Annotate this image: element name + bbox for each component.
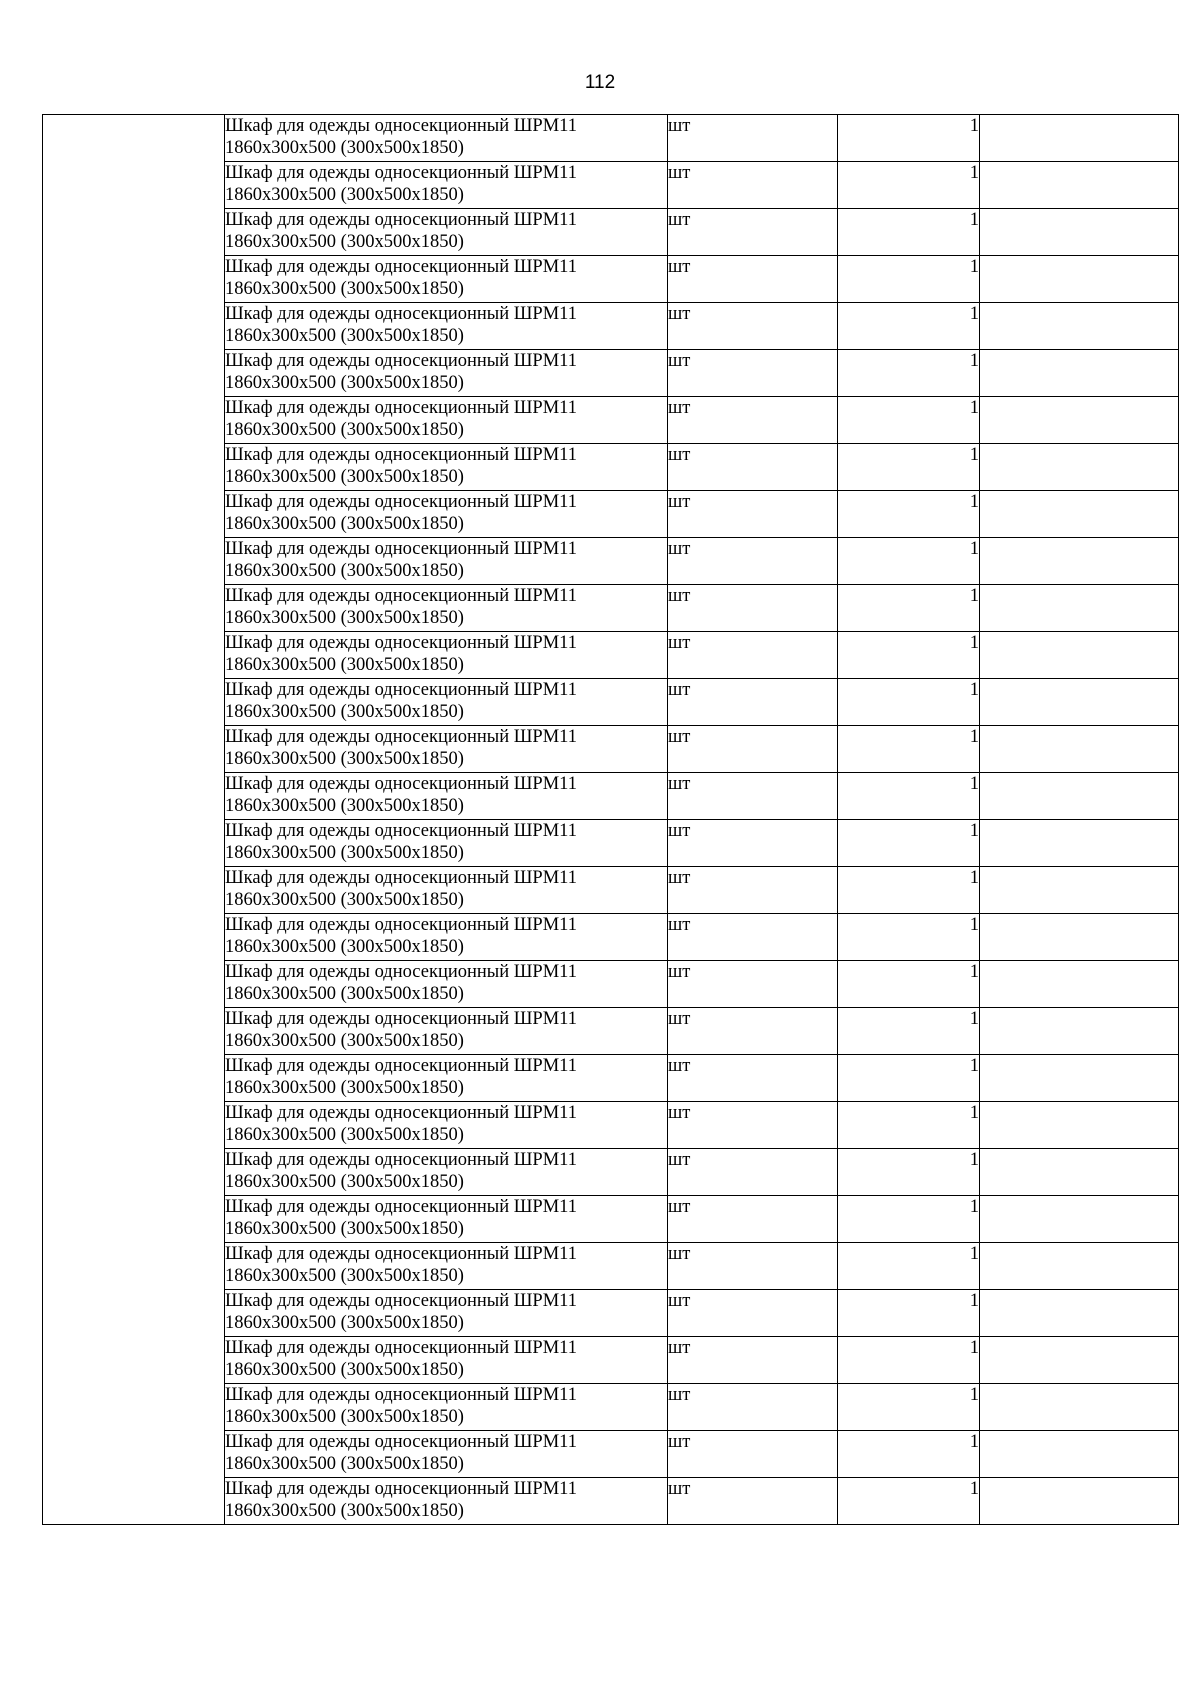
item-name-cell	[225, 1337, 668, 1384]
item-name-line1: Шкаф для одежды односекционный ШРМ11	[225, 1432, 577, 1452]
item-name-cell	[225, 1478, 668, 1525]
item-qty-cell: 1	[838, 491, 980, 538]
item-name-line1: Шкаф для одежды односекционный ШРМ11	[225, 1244, 577, 1264]
empty-cell	[980, 679, 1179, 726]
item-name-cell	[225, 115, 668, 162]
item-name-line1: Шкаф для одежды односекционный ШРМ11	[225, 257, 577, 277]
item-name-cell	[225, 820, 668, 867]
item-name-line1: Шкаф для одежды односекционный ШРМ11	[225, 539, 577, 559]
item-qty-cell: 1	[838, 914, 980, 961]
item-name-cell	[225, 632, 668, 679]
item-qty-cell: 1	[838, 961, 980, 1008]
item-qty-cell: 1	[838, 350, 980, 397]
item-name-cell	[225, 256, 668, 303]
item-unit-cell: шт	[668, 256, 838, 303]
item-name-line2: 1860х300х500 (300х500х1850)	[225, 232, 464, 252]
item-unit-cell: шт	[668, 1102, 838, 1149]
item-name-line1: Шкаф для одежды односекционный ШРМ11	[225, 727, 577, 747]
section-cell	[43, 115, 225, 1525]
empty-cell	[980, 1243, 1179, 1290]
item-name-line2: 1860х300х500 (300х500х1850)	[225, 1031, 464, 1051]
item-unit-cell: шт	[668, 1243, 838, 1290]
item-name-line1: Шкаф для одежды односекционный ШРМ11	[225, 210, 577, 230]
item-name-cell	[225, 538, 668, 585]
empty-cell	[980, 303, 1179, 350]
item-unit-cell: шт	[668, 867, 838, 914]
item-name-line2: 1860х300х500 (300х500х1850)	[225, 1313, 464, 1333]
empty-cell	[980, 585, 1179, 632]
item-qty-cell: 1	[838, 1290, 980, 1337]
item-qty-cell: 1	[838, 1243, 980, 1290]
page-number: 112	[584, 72, 616, 93]
item-qty-cell: 1	[838, 1055, 980, 1102]
item-unit-cell: шт	[668, 1384, 838, 1431]
item-qty-cell: 1	[838, 538, 980, 585]
item-name-line2: 1860х300х500 (300х500х1850)	[225, 608, 464, 628]
empty-cell	[980, 773, 1179, 820]
empty-cell	[980, 1196, 1179, 1243]
item-unit-cell: шт	[668, 726, 838, 773]
empty-cell	[980, 350, 1179, 397]
items-table	[42, 114, 1179, 1525]
item-name-line2: 1860х300х500 (300х500х1850)	[225, 796, 464, 816]
item-name-cell	[225, 1384, 668, 1431]
item-name-cell	[225, 1196, 668, 1243]
empty-cell	[980, 209, 1179, 256]
item-qty-cell: 1	[838, 1196, 980, 1243]
item-qty-cell: 1	[838, 632, 980, 679]
empty-cell	[980, 256, 1179, 303]
item-unit-cell: шт	[668, 632, 838, 679]
empty-cell	[980, 115, 1179, 162]
item-name-line2: 1860х300х500 (300х500х1850)	[225, 702, 464, 722]
item-name-line1: Шкаф для одежды односекционный ШРМ11	[225, 1103, 577, 1123]
item-name-cell	[225, 1290, 668, 1337]
item-name-line2: 1860х300х500 (300х500х1850)	[225, 749, 464, 769]
item-name-cell	[225, 1102, 668, 1149]
empty-cell	[980, 1384, 1179, 1431]
empty-cell	[980, 538, 1179, 585]
item-unit-cell: шт	[668, 961, 838, 1008]
item-name-line1: Шкаф для одежды односекционный ШРМ11	[225, 774, 577, 794]
item-name-line1: Шкаф для одежды односекционный ШРМ11	[225, 962, 577, 982]
empty-cell	[980, 632, 1179, 679]
item-unit-cell: шт	[668, 820, 838, 867]
item-qty-cell: 1	[838, 303, 980, 350]
item-unit-cell: шт	[668, 585, 838, 632]
empty-cell	[980, 1431, 1179, 1478]
item-name-line2: 1860х300х500 (300х500х1850)	[225, 373, 464, 393]
item-name-cell	[225, 444, 668, 491]
item-qty-cell: 1	[838, 726, 980, 773]
item-qty-cell: 1	[838, 1102, 980, 1149]
item-name-cell	[225, 867, 668, 914]
item-name-line2: 1860х300х500 (300х500х1850)	[225, 843, 464, 863]
item-name-line2: 1860х300х500 (300х500х1850)	[225, 1407, 464, 1427]
item-name-line1: Шкаф для одежды односекционный ШРМ11	[225, 351, 577, 371]
empty-cell	[980, 867, 1179, 914]
item-name-line2: 1860х300х500 (300х500х1850)	[225, 655, 464, 675]
item-qty-cell: 1	[838, 1384, 980, 1431]
item-name-line2: 1860х300х500 (300х500х1850)	[225, 185, 464, 205]
item-name-cell	[225, 1149, 668, 1196]
item-unit-cell: шт	[668, 162, 838, 209]
item-name-cell	[225, 961, 668, 1008]
item-name-cell	[225, 1055, 668, 1102]
item-unit-cell: шт	[668, 538, 838, 585]
item-name-cell	[225, 303, 668, 350]
item-name-cell	[225, 773, 668, 820]
item-unit-cell: шт	[668, 1337, 838, 1384]
item-unit-cell: шт	[668, 491, 838, 538]
item-name-line1: Шкаф для одежды односекционный ШРМ11	[225, 1197, 577, 1217]
item-name-line2: 1860х300х500 (300х500х1850)	[225, 561, 464, 581]
item-unit-cell: шт	[668, 1055, 838, 1102]
item-unit-cell: шт	[668, 773, 838, 820]
item-name-line1: Шкаф для одежды односекционный ШРМ11	[225, 1291, 577, 1311]
item-unit-cell: шт	[668, 397, 838, 444]
item-name-line2: 1860х300х500 (300х500х1850)	[225, 467, 464, 487]
item-name-line1: Шкаф для одежды односекционный ШРМ11	[225, 633, 577, 653]
item-unit-cell: шт	[668, 1290, 838, 1337]
item-unit-cell: шт	[668, 1149, 838, 1196]
item-name-cell	[225, 679, 668, 726]
item-unit-cell: шт	[668, 914, 838, 961]
item-name-cell	[225, 914, 668, 961]
item-unit-cell: шт	[668, 444, 838, 491]
item-name-line1: Шкаф для одежды односекционный ШРМ11	[225, 1338, 577, 1358]
item-qty-cell: 1	[838, 867, 980, 914]
item-name-line2: 1860х300х500 (300х500х1850)	[225, 984, 464, 1004]
empty-cell	[980, 961, 1179, 1008]
table-row	[43, 115, 1179, 162]
empty-cell	[980, 1102, 1179, 1149]
item-name-line1: Шкаф для одежды односекционный ШРМ11	[225, 492, 577, 512]
item-qty-cell: 1	[838, 585, 980, 632]
item-unit-cell: шт	[668, 1431, 838, 1478]
empty-cell	[980, 1008, 1179, 1055]
item-name-cell	[225, 585, 668, 632]
item-name-line2: 1860х300х500 (300х500х1850)	[225, 1219, 464, 1239]
item-qty-cell: 1	[838, 1478, 980, 1525]
item-name-line1: Шкаф для одежды односекционный ШРМ11	[225, 868, 577, 888]
item-name-line1: Шкаф для одежды односекционный ШРМ11	[225, 1056, 577, 1076]
item-name-cell	[225, 397, 668, 444]
item-qty-cell: 1	[838, 256, 980, 303]
items-table-body	[43, 115, 1179, 1525]
item-name-line2: 1860х300х500 (300х500х1850)	[225, 1125, 464, 1145]
item-name-line1: Шкаф для одежды односекционный ШРМ11	[225, 680, 577, 700]
item-name-line1: Шкаф для одежды односекционный ШРМ11	[225, 586, 577, 606]
empty-cell	[980, 726, 1179, 773]
item-unit-cell: шт	[668, 350, 838, 397]
empty-cell	[980, 820, 1179, 867]
item-qty-cell: 1	[838, 209, 980, 256]
item-qty-cell: 1	[838, 397, 980, 444]
item-name-line1: Шкаф для одежды односекционный ШРМ11	[225, 1385, 577, 1405]
item-qty-cell: 1	[838, 773, 980, 820]
empty-cell	[980, 1478, 1179, 1525]
item-name-line2: 1860х300х500 (300х500х1850)	[225, 420, 464, 440]
item-name-line1: Шкаф для одежды односекционный ШРМ11	[225, 1479, 577, 1499]
item-name-cell	[225, 1008, 668, 1055]
item-unit-cell: шт	[668, 679, 838, 726]
item-name-line1: Шкаф для одежды односекционный ШРМ11	[225, 304, 577, 324]
item-name-line2: 1860х300х500 (300х500х1850)	[225, 1172, 464, 1192]
item-qty-cell: 1	[838, 444, 980, 491]
item-name-cell	[225, 726, 668, 773]
item-name-line2: 1860х300х500 (300х500х1850)	[225, 1454, 464, 1474]
item-unit-cell: шт	[668, 209, 838, 256]
item-name-line2: 1860х300х500 (300х500х1850)	[225, 1078, 464, 1098]
item-qty-cell: 1	[838, 820, 980, 867]
item-name-line1: Шкаф для одежды односекционный ШРМ11	[225, 915, 577, 935]
item-name-line1: Шкаф для одежды односекционный ШРМ11	[225, 1150, 577, 1170]
empty-cell	[980, 1149, 1179, 1196]
item-name-line1: Шкаф для одежды односекционный ШРМ11	[225, 445, 577, 465]
item-name-line2: 1860х300х500 (300х500х1850)	[225, 326, 464, 346]
item-unit-cell: шт	[668, 1008, 838, 1055]
item-name-cell	[225, 491, 668, 538]
item-qty-cell: 1	[838, 1337, 980, 1384]
item-qty-cell: 1	[838, 1008, 980, 1055]
item-name-line1: Шкаф для одежды односекционный ШРМ11	[225, 116, 577, 136]
item-qty-cell: 1	[838, 679, 980, 726]
empty-cell	[980, 1290, 1179, 1337]
item-qty-cell: 1	[838, 115, 980, 162]
item-name-line1: Шкаф для одежды односекционный ШРМ11	[225, 163, 577, 183]
item-qty-cell: 1	[838, 1431, 980, 1478]
item-name-cell	[225, 1431, 668, 1478]
item-name-cell	[225, 1243, 668, 1290]
item-qty-cell: 1	[838, 162, 980, 209]
item-name-line2: 1860х300х500 (300х500х1850)	[225, 514, 464, 534]
empty-cell	[980, 162, 1179, 209]
item-unit-cell: шт	[668, 303, 838, 350]
empty-cell	[980, 491, 1179, 538]
item-name-line2: 1860х300х500 (300х500х1850)	[225, 138, 464, 158]
item-name-line1: Шкаф для одежды односекционный ШРМ11	[225, 821, 577, 841]
item-name-line2: 1860х300х500 (300х500х1850)	[225, 1266, 464, 1286]
item-name-cell	[225, 209, 668, 256]
item-unit-cell: шт	[668, 115, 838, 162]
item-name-line2: 1860х300х500 (300х500х1850)	[225, 1360, 464, 1380]
item-name-line1: Шкаф для одежды односекционный ШРМ11	[225, 398, 577, 418]
item-name-cell	[225, 162, 668, 209]
item-name-line2: 1860х300х500 (300х500х1850)	[225, 890, 464, 910]
empty-cell	[980, 1337, 1179, 1384]
empty-cell	[980, 444, 1179, 491]
item-name-cell	[225, 350, 668, 397]
item-name-line1: Шкаф для одежды односекционный ШРМ11	[225, 1009, 577, 1029]
item-name-line2: 1860х300х500 (300х500х1850)	[225, 1501, 464, 1521]
empty-cell	[980, 1055, 1179, 1102]
item-name-line2: 1860х300х500 (300х500х1850)	[225, 937, 464, 957]
item-unit-cell: шт	[668, 1478, 838, 1525]
item-unit-cell: шт	[668, 1196, 838, 1243]
empty-cell	[980, 397, 1179, 444]
item-qty-cell: 1	[838, 1149, 980, 1196]
item-name-line2: 1860х300х500 (300х500х1850)	[225, 279, 464, 299]
empty-cell	[980, 914, 1179, 961]
